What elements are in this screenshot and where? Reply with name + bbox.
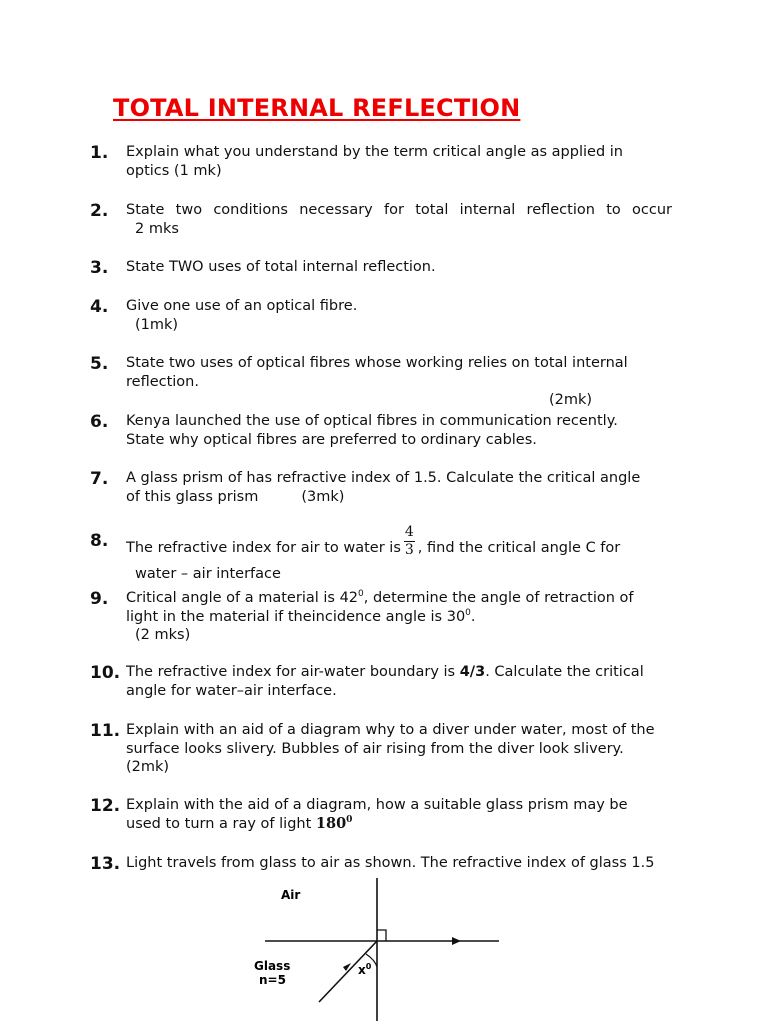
glass-label: Glass <box>254 959 291 973</box>
question-number: 3. <box>90 258 109 278</box>
question-number: 8. <box>90 531 109 551</box>
question-8 <box>90 524 690 584</box>
question-12 <box>90 796 690 833</box>
question-11 <box>90 721 690 777</box>
incident-ray <box>319 941 377 1002</box>
question-text: The refractive index for air-water boundary is 4/3. Calculate the critical angle for water–air interface. <box>126 664 644 699</box>
question-3 <box>90 258 690 277</box>
question-text: The refractive index for air to water is $\frac{4}{3}$ , find the critical angle C for water – air interface <box>126 524 621 582</box>
air-label: Air <box>281 888 301 902</box>
question-6 <box>90 412 690 449</box>
question-number: 12. <box>90 796 121 816</box>
marks-label: (2mk) <box>548 392 592 408</box>
question-1 <box>90 143 690 180</box>
refraction-diagram <box>240 875 510 1024</box>
angle-label: $x^0$ <box>358 962 372 977</box>
question-text: Explain what you understand by the term critical angle as applied in optics (1 mk) <box>126 144 623 179</box>
question-9 <box>90 589 690 645</box>
question-5 <box>90 354 690 410</box>
question-text: Give one use of an optical fibre. (1mk) <box>126 298 358 333</box>
emergent-arrow-icon <box>452 937 461 945</box>
question-number: 9. <box>90 589 109 609</box>
question-2 <box>90 201 690 238</box>
question-text: Explain with an aid of a diagram why to a diver under water, most of the surface looks slivery. Bubbles of air rising from the diver look slivery. (2mk) <box>126 722 655 775</box>
question-text: Critical angle of a material is $42^0$, determine the angle of retraction of light in the material if theincidence angle is $30^0$. (2 mks) <box>126 589 690 645</box>
question-number: 11. <box>90 721 121 741</box>
question-7 <box>90 469 690 506</box>
question-4 <box>90 297 690 334</box>
question-number: 4. <box>90 297 109 317</box>
question-number: 13. <box>90 854 121 874</box>
marks-label: (2 mks) <box>135 627 191 643</box>
fraction: $\frac{4}{3}$ <box>404 524 414 558</box>
question-13 <box>90 854 690 873</box>
question-number: 6. <box>90 412 109 432</box>
question-number: 7. <box>90 469 109 489</box>
right-angle-marker <box>377 930 386 941</box>
question-number: 1. <box>90 143 109 163</box>
page-title: TOTAL INTERNAL REFLECTION <box>113 94 521 122</box>
question-text: Kenya launched the use of optical fibres in communication recently. State why optical fibres are preferred to ordinary cables. <box>126 413 618 448</box>
question-number: 5. <box>90 354 109 374</box>
question-text: State two conditions necessary for total internal reflection to occur 2 mks <box>126 202 672 237</box>
question-text: Light travels from glass to air as shown. The refractive index of glass 1.5 <box>126 855 655 871</box>
refractive-index-label: n=5 <box>259 973 286 987</box>
question-text: State TWO uses of total internal reflection. <box>126 259 436 275</box>
question-number: 2. <box>90 201 109 221</box>
question-number: 10. <box>90 663 121 683</box>
question-text: A glass prism of has refractive index of 1.5. Calculate the critical angle of this glass prism (3mk) <box>126 470 641 505</box>
question-10 <box>90 663 690 700</box>
question-text: State two uses of optical fibres whose working relies on total internal reflection. (2mk) <box>126 354 690 410</box>
marks-label: (3mk) <box>301 488 345 505</box>
question-text: Explain with the aid of a diagram, how a suitable glass prism may be used to turn a ray of light $180^0$ <box>126 797 628 832</box>
